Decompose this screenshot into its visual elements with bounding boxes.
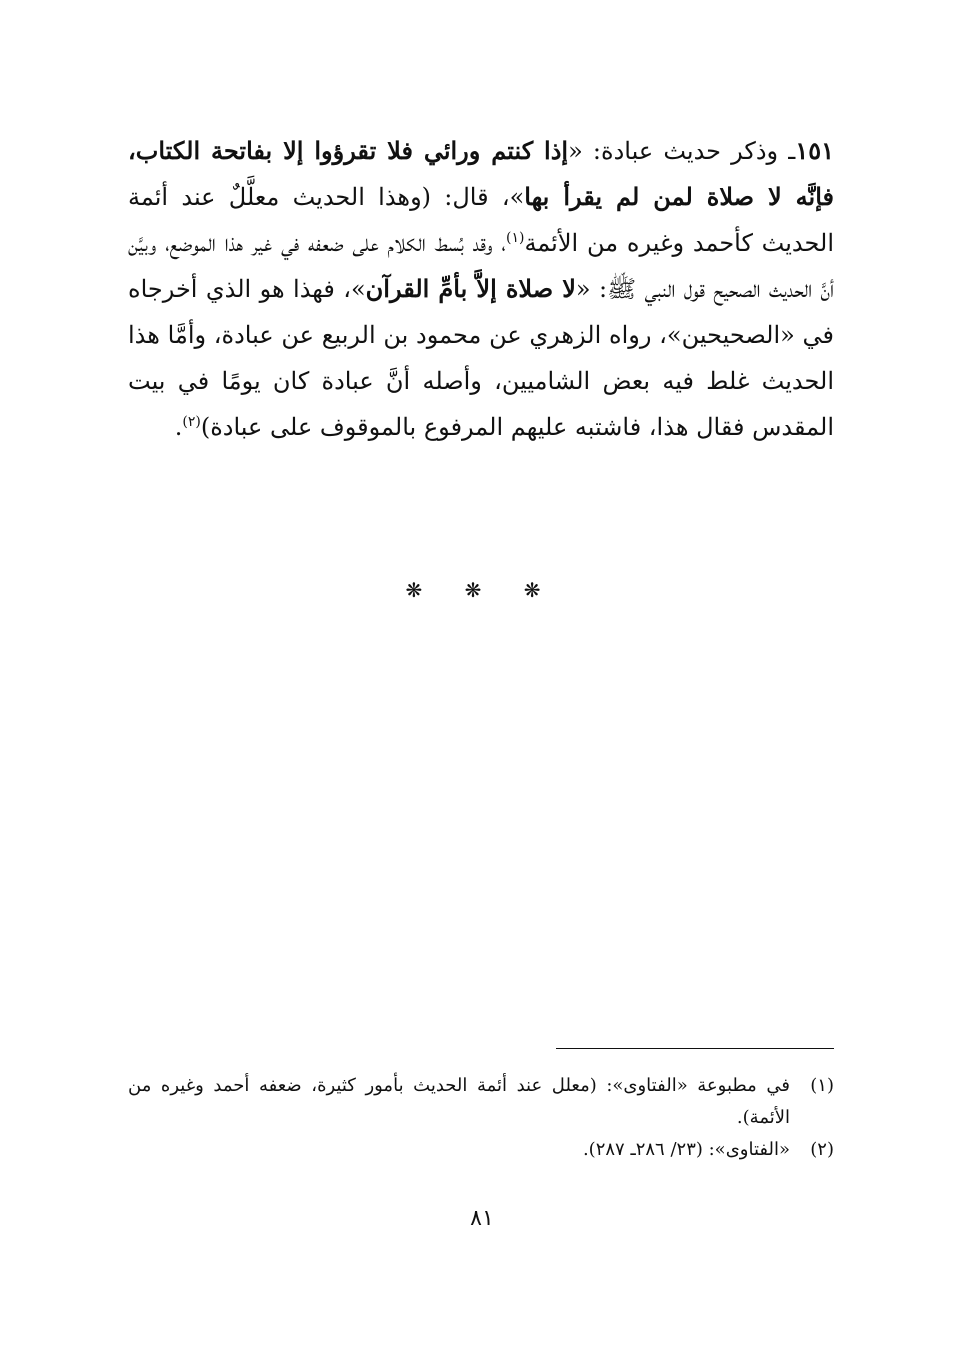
footnotes <box>128 1070 834 1166</box>
commentary-text-3: »، فهذا هو الذي أخرجاه في «الصحيحين»، رواه الزهري عن محمود بن الربيع عن عبادة، وأمَّا هذا الحديث غلط فيه بعض الشاميين، وأصله أنَّ عبادة كان يومًا في بيت المقدس فقال هذا، فاشتبه عليهم المرفوع بالموقوف على عبادة) <box>128 275 834 441</box>
page-number: ٨١ <box>470 1206 494 1231</box>
entry-number-dash: ـ <box>778 137 796 165</box>
hadith-quote-1: إذا كنتم ورائي فلا تقرؤوا إلا بفاتحة الكتاب، فإنَّه لا صلاة لمن لم يقرأ بها <box>128 136 834 211</box>
footnote-ref-2[interactable]: (٢) <box>182 414 201 430</box>
footnote-1-text: في مطبوعة «الفتاوى»: (معلل عند أئمة الحديث بأمور كثيرة، ضعفه أحمد وغيره من الأئمة). <box>128 1075 790 1128</box>
paragraph-end: . <box>174 413 183 441</box>
commentary-text-2: ، وقد بُسط الكلام على ضعفه في غير هذا الموضع، وبيَّن أنَّ الحديث الصحيح قول النبي ﷺ: « <box>128 229 834 303</box>
footnote-1-number: (١) <box>810 1075 834 1096</box>
footnote-1 <box>128 1070 834 1134</box>
hadith-quote-2: لا صلاة إلاَّ بأمِّ القرآن <box>365 274 576 303</box>
footnote-2-text: «الفتاوى»: (٢٣/ ٢٨٦ـ ٢٨٧). <box>582 1139 790 1160</box>
commentary-text-1: »، قال: (وهذا الحديث معلَّلٌ عند أئمة الحديث كأحمد وغيره من الأئمة <box>128 183 835 257</box>
footnote-divider <box>556 1048 834 1049</box>
entry-number: ١٥١ <box>795 136 834 165</box>
footnote-2 <box>128 1134 834 1166</box>
intro-text: وذكر حديث عبادة: « <box>568 137 779 165</box>
footnote-2-number: (٢) <box>810 1139 834 1160</box>
section-separator: ❋ ❋ ❋ <box>405 578 559 602</box>
footnote-ref-1[interactable]: (١) <box>505 230 525 246</box>
main-paragraph <box>128 128 834 450</box>
